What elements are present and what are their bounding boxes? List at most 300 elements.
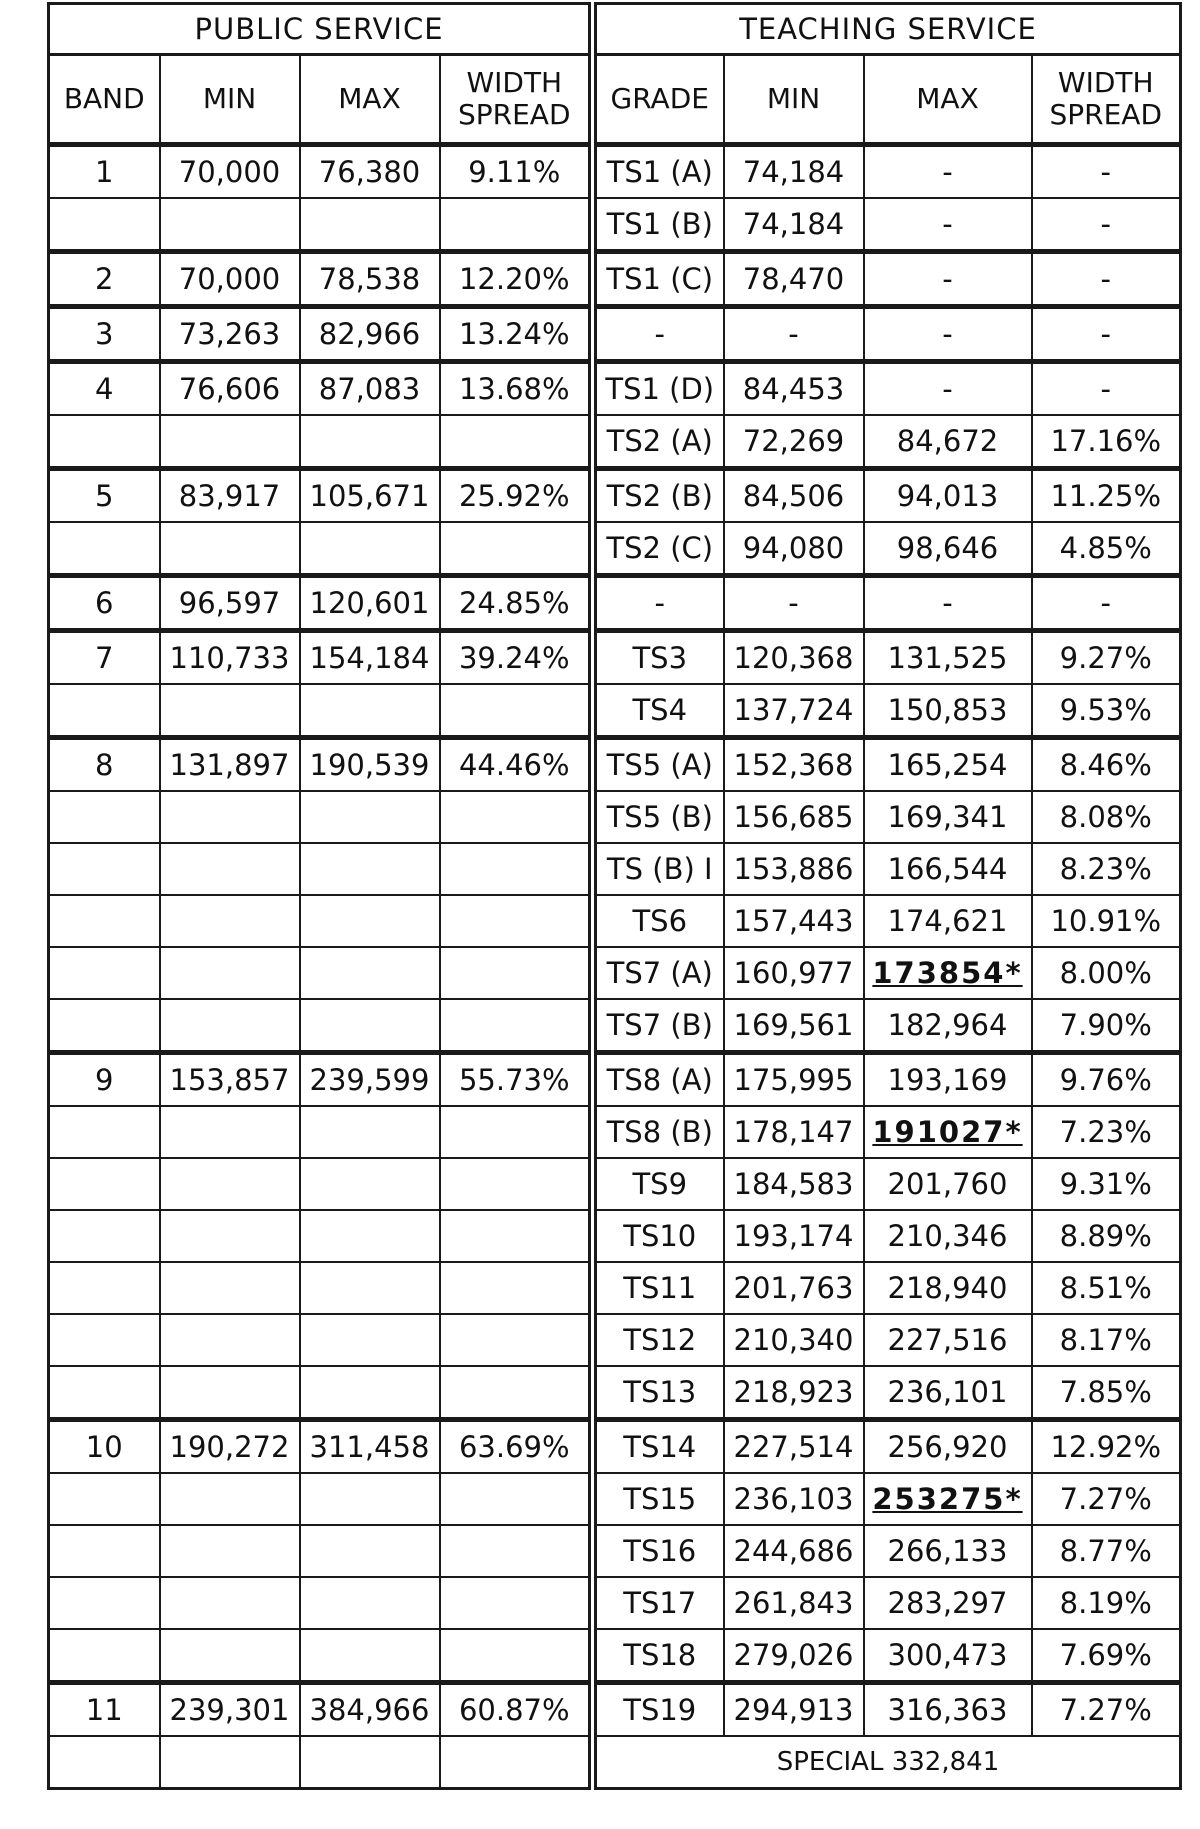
- spread-cell: 7.85%: [1032, 1366, 1181, 1420]
- min-cell: 227,514: [724, 1420, 864, 1474]
- max-cell: -: [864, 576, 1032, 631]
- spread-cell: [440, 1525, 590, 1577]
- table-row: [49, 1106, 590, 1158]
- max-cell: -: [864, 145, 1032, 199]
- ts-spread-label: SPREAD: [1049, 98, 1163, 131]
- band-cell: [49, 1210, 160, 1262]
- table-row: [49, 895, 590, 947]
- min-cell: 110,733: [160, 631, 300, 685]
- max-cell: [300, 1366, 440, 1420]
- spread-cell: 17.16%: [1032, 415, 1181, 469]
- ps-min-header: MIN: [160, 55, 300, 145]
- table-row: [596, 1629, 1181, 1683]
- spread-cell: 9.76%: [1032, 1053, 1181, 1107]
- table-row: [596, 738, 1181, 792]
- min-cell: 184,583: [724, 1158, 864, 1210]
- public-service-body: [49, 145, 590, 1789]
- grade-cell: TS15: [596, 1473, 724, 1525]
- grade-cell: TS2 (B): [596, 469, 724, 523]
- spread-cell: [440, 684, 590, 738]
- table-row: [596, 469, 1181, 523]
- max-cell: 150,853: [864, 684, 1032, 738]
- band-cell: [49, 947, 160, 999]
- table-row: [596, 631, 1181, 685]
- spread-cell: [440, 1210, 590, 1262]
- min-cell: 244,686: [724, 1525, 864, 1577]
- min-cell: [160, 1262, 300, 1314]
- max-cell: [300, 999, 440, 1053]
- spread-cell: [440, 1106, 590, 1158]
- max-cell: 105,671: [300, 469, 440, 523]
- band-header: BAND: [49, 55, 160, 145]
- spread-cell: -: [1032, 252, 1181, 307]
- min-cell: [160, 791, 300, 843]
- max-cell: [300, 415, 440, 469]
- table-row: [49, 1577, 590, 1629]
- table-row: [596, 947, 1181, 999]
- min-cell: 294,913: [724, 1683, 864, 1737]
- spread-cell: -: [1032, 576, 1181, 631]
- spread-cell: [440, 1736, 590, 1789]
- spread-cell: 7.23%: [1032, 1106, 1181, 1158]
- max-cell: 78,538: [300, 252, 440, 307]
- max-cell: [300, 1629, 440, 1683]
- spread-cell: [440, 895, 590, 947]
- spread-cell: 8.23%: [1032, 843, 1181, 895]
- max-cell: 173854*: [864, 947, 1032, 999]
- band-cell: [49, 1106, 160, 1158]
- max-cell: 227,516: [864, 1314, 1032, 1366]
- grade-cell: TS9: [596, 1158, 724, 1210]
- max-cell: [300, 522, 440, 576]
- min-cell: [160, 1736, 300, 1789]
- table-row: [596, 252, 1181, 307]
- spread-cell: 11.25%: [1032, 469, 1181, 523]
- grade-cell: -: [596, 576, 724, 631]
- min-cell: 70,000: [160, 145, 300, 199]
- min-cell: [160, 684, 300, 738]
- min-cell: 279,026: [724, 1629, 864, 1683]
- band-cell: [49, 198, 160, 252]
- min-cell: 73,263: [160, 307, 300, 362]
- table-row: [596, 1210, 1181, 1262]
- min-cell: 169,561: [724, 999, 864, 1053]
- spread-cell: 13.68%: [440, 362, 590, 416]
- min-cell: 160,977: [724, 947, 864, 999]
- min-cell: [160, 522, 300, 576]
- spread-cell: 13.24%: [440, 307, 590, 362]
- grade-cell: TS8 (B): [596, 1106, 724, 1158]
- band-cell: [49, 1629, 160, 1683]
- band-cell: 5: [49, 469, 160, 523]
- table-row: [49, 1210, 590, 1262]
- spread-cell: 44.46%: [440, 738, 590, 792]
- ps-width-label: WIDTH: [466, 65, 563, 99]
- spread-cell: [440, 791, 590, 843]
- spread-cell: [440, 1629, 590, 1683]
- spread-cell: 55.73%: [440, 1053, 590, 1107]
- min-cell: 76,606: [160, 362, 300, 416]
- table-row: [596, 1683, 1181, 1737]
- spread-cell: -: [1032, 307, 1181, 362]
- min-cell: [160, 843, 300, 895]
- grade-cell: TS6: [596, 895, 724, 947]
- spread-cell: 8.17%: [1032, 1314, 1181, 1366]
- grade-cell: TS4: [596, 684, 724, 738]
- max-cell: -: [864, 307, 1032, 362]
- spread-cell: 9.27%: [1032, 631, 1181, 685]
- min-cell: 78,470: [724, 252, 864, 307]
- spread-cell: 24.85%: [440, 576, 590, 631]
- band-cell: [49, 1577, 160, 1629]
- min-cell: 83,917: [160, 469, 300, 523]
- min-cell: 156,685: [724, 791, 864, 843]
- table-row: [596, 791, 1181, 843]
- spread-cell: 12.20%: [440, 252, 590, 307]
- grade-cell: TS11: [596, 1262, 724, 1314]
- table-row: [596, 1525, 1181, 1577]
- table-row: [596, 1314, 1181, 1366]
- band-cell: [49, 684, 160, 738]
- min-cell: [160, 1314, 300, 1366]
- min-cell: 175,995: [724, 1053, 864, 1107]
- salary-comparison-document: [47, 0, 1179, 1829]
- max-cell: 384,966: [300, 1683, 440, 1737]
- table-row: [596, 1262, 1181, 1314]
- band-cell: [49, 791, 160, 843]
- max-cell: 84,672: [864, 415, 1032, 469]
- spread-cell: 7.90%: [1032, 999, 1181, 1053]
- band-cell: [49, 522, 160, 576]
- min-cell: 94,080: [724, 522, 864, 576]
- band-cell: [49, 1736, 160, 1789]
- table-row: [49, 1473, 590, 1525]
- max-cell: -: [864, 252, 1032, 307]
- max-cell: 190,539: [300, 738, 440, 792]
- ts-min-header: MIN: [724, 55, 864, 145]
- table-row: [49, 1262, 590, 1314]
- spread-cell: [440, 999, 590, 1053]
- max-cell: -: [864, 362, 1032, 416]
- max-cell: 236,101: [864, 1366, 1032, 1420]
- grade-cell: TS19: [596, 1683, 724, 1737]
- grade-cell: TS1 (A): [596, 145, 724, 199]
- grade-cell: TS3: [596, 631, 724, 685]
- min-cell: [160, 1158, 300, 1210]
- min-cell: [160, 1525, 300, 1577]
- min-cell: [160, 947, 300, 999]
- band-cell: 4: [49, 362, 160, 416]
- min-cell: 239,301: [160, 1683, 300, 1737]
- grade-cell: TS14: [596, 1420, 724, 1474]
- min-cell: [160, 1473, 300, 1525]
- grade-cell: TS7 (B): [596, 999, 724, 1053]
- table-row: [49, 576, 590, 631]
- spread-cell: [440, 843, 590, 895]
- max-cell: [300, 1158, 440, 1210]
- table-row: [596, 522, 1181, 576]
- max-cell: 131,525: [864, 631, 1032, 685]
- spread-cell: [440, 1577, 590, 1629]
- table-row: [49, 1158, 590, 1210]
- table-row: [49, 198, 590, 252]
- max-cell: 218,940: [864, 1262, 1032, 1314]
- max-cell: [300, 791, 440, 843]
- max-cell: 239,599: [300, 1053, 440, 1107]
- max-cell: 300,473: [864, 1629, 1032, 1683]
- spread-cell: 12.92%: [1032, 1420, 1181, 1474]
- max-cell: [300, 1577, 440, 1629]
- table-row: [49, 1366, 590, 1420]
- max-cell: 169,341: [864, 791, 1032, 843]
- min-cell: 153,886: [724, 843, 864, 895]
- min-cell: 210,340: [724, 1314, 864, 1366]
- min-cell: 157,443: [724, 895, 864, 947]
- spread-cell: 8.89%: [1032, 1210, 1181, 1262]
- band-cell: 9: [49, 1053, 160, 1107]
- table-row: [49, 738, 590, 792]
- grade-cell: TS17: [596, 1577, 724, 1629]
- min-cell: 153,857: [160, 1053, 300, 1107]
- table-row: [49, 631, 590, 685]
- max-cell: [300, 1473, 440, 1525]
- max-cell: [300, 1106, 440, 1158]
- spread-cell: 8.19%: [1032, 1577, 1181, 1629]
- grade-cell: TS2 (C): [596, 522, 724, 576]
- spread-cell: 7.27%: [1032, 1473, 1181, 1525]
- table-row: [596, 999, 1181, 1053]
- band-cell: 10: [49, 1420, 160, 1474]
- min-cell: [160, 1106, 300, 1158]
- spread-cell: 60.87%: [440, 1683, 590, 1737]
- band-cell: [49, 999, 160, 1053]
- max-cell: 165,254: [864, 738, 1032, 792]
- grade-cell: TS10: [596, 1210, 724, 1262]
- band-cell: 11: [49, 1683, 160, 1737]
- grade-cell: TS (B) I: [596, 843, 724, 895]
- min-cell: 131,897: [160, 738, 300, 792]
- max-cell: 210,346: [864, 1210, 1032, 1262]
- min-cell: 74,184: [724, 145, 864, 199]
- max-cell: [300, 684, 440, 738]
- table-row: [596, 362, 1181, 416]
- min-cell: 236,103: [724, 1473, 864, 1525]
- max-cell: [300, 1262, 440, 1314]
- max-cell: 311,458: [300, 1420, 440, 1474]
- max-cell: 94,013: [864, 469, 1032, 523]
- max-cell: [300, 1314, 440, 1366]
- max-cell: [300, 895, 440, 947]
- spread-cell: 7.69%: [1032, 1629, 1181, 1683]
- band-cell: 1: [49, 145, 160, 199]
- band-cell: 7: [49, 631, 160, 685]
- spread-cell: 8.51%: [1032, 1262, 1181, 1314]
- max-cell: 166,544: [864, 843, 1032, 895]
- spread-cell: 9.31%: [1032, 1158, 1181, 1210]
- grade-cell: -: [596, 307, 724, 362]
- band-cell: [49, 1314, 160, 1366]
- table-row: [49, 843, 590, 895]
- spread-cell: 63.69%: [440, 1420, 590, 1474]
- min-cell: [160, 1577, 300, 1629]
- grade-cell: TS7 (A): [596, 947, 724, 999]
- table-row: [49, 999, 590, 1053]
- table-row: [49, 1525, 590, 1577]
- band-cell: [49, 415, 160, 469]
- grade-cell: TS1 (B): [596, 198, 724, 252]
- spread-cell: [440, 1314, 590, 1366]
- table-row: [49, 469, 590, 523]
- min-cell: [160, 198, 300, 252]
- min-cell: 74,184: [724, 198, 864, 252]
- table-row: [596, 415, 1181, 469]
- max-cell: 174,621: [864, 895, 1032, 947]
- band-cell: [49, 1158, 160, 1210]
- band-cell: 6: [49, 576, 160, 631]
- table-row: [49, 1629, 590, 1683]
- spread-cell: [440, 1473, 590, 1525]
- table-row: [596, 684, 1181, 738]
- grade-cell: TS13: [596, 1366, 724, 1420]
- spread-cell: 8.00%: [1032, 947, 1181, 999]
- table-row: [596, 843, 1181, 895]
- table-row: [596, 307, 1181, 362]
- grade-cell: TS5 (B): [596, 791, 724, 843]
- teaching-service-table: [594, 2, 1182, 1790]
- min-cell: 201,763: [724, 1262, 864, 1314]
- min-cell: 193,174: [724, 1210, 864, 1262]
- max-cell: 256,920: [864, 1420, 1032, 1474]
- min-cell: 178,147: [724, 1106, 864, 1158]
- max-cell: 76,380: [300, 145, 440, 199]
- max-cell: 253275*: [864, 1473, 1032, 1525]
- min-cell: 190,272: [160, 1420, 300, 1474]
- max-cell: 87,083: [300, 362, 440, 416]
- table-row: [596, 1473, 1181, 1525]
- min-cell: 218,923: [724, 1366, 864, 1420]
- grade-cell: TS18: [596, 1629, 724, 1683]
- max-cell: 82,966: [300, 307, 440, 362]
- spread-cell: [440, 1366, 590, 1420]
- spread-cell: -: [1032, 145, 1181, 199]
- min-cell: 137,724: [724, 684, 864, 738]
- table-row: [596, 1158, 1181, 1210]
- min-cell: 84,506: [724, 469, 864, 523]
- min-cell: -: [724, 307, 864, 362]
- ps-spread-label: SPREAD: [458, 98, 571, 131]
- spread-cell: [440, 198, 590, 252]
- ts-width-spread-header: [1032, 55, 1181, 145]
- table-row: [49, 1314, 590, 1366]
- grade-cell: TS8 (A): [596, 1053, 724, 1107]
- table-row: [596, 1366, 1181, 1420]
- max-cell: [300, 1736, 440, 1789]
- min-cell: 96,597: [160, 576, 300, 631]
- table-row: [49, 1683, 590, 1737]
- grade-cell: TS2 (A): [596, 415, 724, 469]
- min-cell: [160, 415, 300, 469]
- spread-cell: 10.91%: [1032, 895, 1181, 947]
- band-cell: [49, 895, 160, 947]
- table-row: [49, 252, 590, 307]
- max-cell: [300, 1525, 440, 1577]
- band-cell: [49, 1366, 160, 1420]
- min-cell: 152,368: [724, 738, 864, 792]
- spread-cell: 9.53%: [1032, 684, 1181, 738]
- spread-cell: [440, 522, 590, 576]
- table-row: [49, 362, 590, 416]
- max-cell: [300, 1210, 440, 1262]
- grade-cell: TS12: [596, 1314, 724, 1366]
- band-cell: [49, 1473, 160, 1525]
- table-row: [49, 1736, 590, 1789]
- spread-cell: 8.08%: [1032, 791, 1181, 843]
- teaching-service-title: TEACHING SERVICE: [596, 4, 1181, 55]
- table-row: [49, 1420, 590, 1474]
- max-cell: 283,297: [864, 1577, 1032, 1629]
- band-cell: 2: [49, 252, 160, 307]
- max-cell: 201,760: [864, 1158, 1032, 1210]
- max-cell: 193,169: [864, 1053, 1032, 1107]
- min-cell: 70,000: [160, 252, 300, 307]
- ts-max-header: MAX: [864, 55, 1032, 145]
- max-cell: 154,184: [300, 631, 440, 685]
- table-row: [596, 895, 1181, 947]
- public-service-table: [47, 2, 591, 1790]
- special-cell: SPECIAL 332,841: [596, 1736, 1181, 1789]
- band-cell: 8: [49, 738, 160, 792]
- spread-cell: [440, 1262, 590, 1314]
- table-row: [596, 1106, 1181, 1158]
- max-cell: 316,363: [864, 1683, 1032, 1737]
- band-cell: 3: [49, 307, 160, 362]
- max-cell: 191027*: [864, 1106, 1032, 1158]
- table-row: [49, 947, 590, 999]
- spread-cell: 25.92%: [440, 469, 590, 523]
- table-row: [49, 145, 590, 199]
- min-cell: 120,368: [724, 631, 864, 685]
- max-cell: 120,601: [300, 576, 440, 631]
- spread-cell: 8.77%: [1032, 1525, 1181, 1577]
- max-cell: 98,646: [864, 522, 1032, 576]
- spread-cell: -: [1032, 198, 1181, 252]
- grade-cell: TS1 (D): [596, 362, 724, 416]
- min-cell: 261,843: [724, 1577, 864, 1629]
- grade-cell: TS1 (C): [596, 252, 724, 307]
- min-cell: [160, 895, 300, 947]
- max-cell: 266,133: [864, 1525, 1032, 1577]
- max-cell: [300, 198, 440, 252]
- table-row: [49, 415, 590, 469]
- teaching-service-body: [596, 145, 1181, 1789]
- table-row: [596, 198, 1181, 252]
- max-cell: -: [864, 198, 1032, 252]
- band-cell: [49, 1262, 160, 1314]
- spread-cell: [440, 1158, 590, 1210]
- table-row: [596, 1420, 1181, 1474]
- spread-cell: 8.46%: [1032, 738, 1181, 792]
- table-row: [49, 791, 590, 843]
- min-cell: 72,269: [724, 415, 864, 469]
- max-cell: [300, 947, 440, 999]
- ts-width-label: WIDTH: [1057, 65, 1154, 99]
- ps-max-header: MAX: [300, 55, 440, 145]
- table-row: [49, 522, 590, 576]
- max-cell: [300, 843, 440, 895]
- public-service-title: PUBLIC SERVICE: [49, 4, 590, 55]
- spread-cell: -: [1032, 362, 1181, 416]
- grade-cell: TS5 (A): [596, 738, 724, 792]
